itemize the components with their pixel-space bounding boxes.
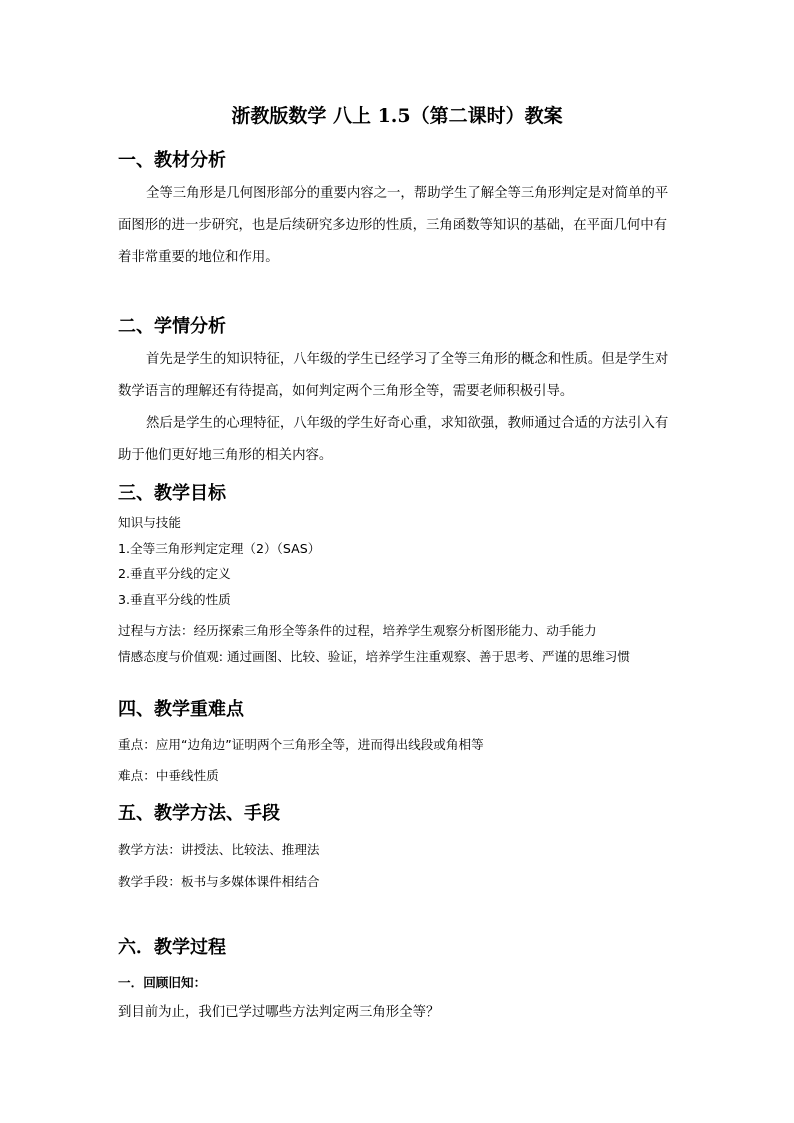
heading-teaching-process: 六．教学过程 bbox=[118, 937, 226, 958]
process-step-review: 一．回顾旧知： bbox=[118, 975, 207, 990]
heading-teaching-goals: 三、教学目标 bbox=[118, 483, 226, 504]
goal-item: 2.垂直平分线的定义 bbox=[118, 566, 231, 581]
paragraph-student-knowledge: 首先是学生的知识特征，八年级的学生已经学习了全等三角形的概念和性质。但是学生对数学语言的理解还有待提高，如何判定两个三角形全等，需要老师积极引导。 bbox=[118, 352, 669, 399]
goal-item: 1.全等三角形判定定理（2）（SAS） bbox=[118, 541, 321, 556]
goal-process-methods: 过程与方法：经历探索三角形全等条件的过程，培养学生观察分析图形能力、动手能力 bbox=[118, 623, 597, 638]
teaching-means: 教学手段：板书与多媒体课件相结合 bbox=[118, 874, 320, 889]
difficult-point: 难点：中垂线性质 bbox=[118, 768, 219, 783]
goal-emotion-values: 情感态度与价值观: 通过画图、比较、验证，培养学生注重观察、善于思考、严谨的思维习惯 bbox=[118, 649, 630, 664]
goal-item: 3.垂直平分线的性质 bbox=[118, 592, 231, 607]
key-point: 重点：应用“边角边”证明两个三角形全等，进而得出线段或角相等 bbox=[118, 737, 484, 752]
paragraph-student-psychology: 然后是学生的心理特征，八年级的学生好奇心重，求知欲强，教师通过合适的方法引入有助于他们更好地三角形的相关内容。 bbox=[118, 416, 669, 463]
paragraph-textbook-analysis: 全等三角形是几何图形部分的重要内容之一，帮助学生了解全等三角形判定是对简单的平面图形的进一步研究，也是后续研究多边形的性质，三角函数等知识的基础，在平面几何中有着非常重要的地位和作用。 bbox=[118, 186, 669, 265]
heading-student-analysis: 二、学情分析 bbox=[118, 316, 226, 337]
heading-key-difficult-points: 四、教学重难点 bbox=[118, 699, 244, 720]
process-question: 到目前为止，我们已学过哪些方法判定两三角形全等？ bbox=[118, 1005, 440, 1020]
heading-textbook-analysis: 一、教材分析 bbox=[118, 150, 226, 171]
document-title: 浙教版数学 八上 1.5（第二课时）教案 bbox=[231, 105, 563, 127]
heading-methods-means: 五、教学方法、手段 bbox=[118, 803, 280, 824]
teaching-method: 教学方法：讲授法、比较法、推理法 bbox=[118, 842, 320, 857]
goals-knowledge-skills-label: 知识与技能 bbox=[118, 515, 181, 530]
